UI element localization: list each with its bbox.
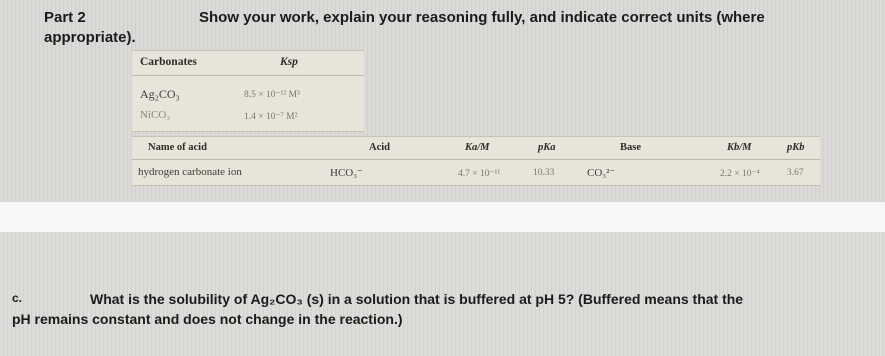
ksp-row-2-compound: NiCO₃ [140, 109, 171, 121]
question-text: What is the solubility of Ag₂CO₃ (s) in a solution that is buffered at pH 5? (Buffered means that the [90, 291, 744, 307]
acid-header-rule [132, 159, 820, 160]
acid-header-pka: pKa [538, 142, 556, 153]
acid-row-pkb: 3.67 [787, 168, 804, 178]
instructions-text: Show your work, explain your reasoning fully, and indicate correct units (where [199, 9, 765, 26]
heading [44, 9, 765, 26]
acid-row-ka: 4.7 × 10⁻¹¹ [458, 169, 501, 179]
acid-row-kb: 2.2 × 10⁻⁴ [720, 169, 760, 179]
acid-header-name: Name of acid [148, 142, 207, 153]
part-label: Part 2 [44, 9, 86, 26]
ksp-row-2-value: 1.4 × 10⁻⁷ M² [244, 112, 298, 122]
acid-row-name: hydrogen carbonate ion [138, 166, 242, 178]
acid-row-base: CO₃²⁻ [587, 167, 616, 179]
acid-header-kb: Kb/M [727, 142, 752, 153]
acid-header-ka: Ka/M [465, 142, 490, 153]
acid-row-acid: HCO₃⁻ [330, 167, 363, 179]
acid-header-acid: Acid [369, 142, 390, 153]
question-label: c. [12, 291, 23, 305]
question-text-continuation: pH remains constant and does not change in the reaction.) [12, 311, 403, 327]
ksp-header-rule [132, 75, 364, 76]
ksp-table [132, 50, 364, 132]
ksp-header-ksp: Ksp [280, 56, 298, 68]
ksp-row-1-value: 8.5 × 10⁻¹² M³ [244, 90, 300, 100]
acid-row-pka: 10.33 [533, 168, 555, 178]
instructions-continuation: appropriate). [44, 29, 136, 46]
acid-header-pkb: pKb [787, 142, 805, 153]
ksp-header-carbonates: Carbonates [140, 56, 197, 68]
ksp-row-1-compound: Ag₂CO₃ [140, 87, 180, 101]
acid-header-base: Base [620, 142, 641, 153]
acid-base-table [132, 136, 820, 186]
page-gap [0, 202, 885, 232]
